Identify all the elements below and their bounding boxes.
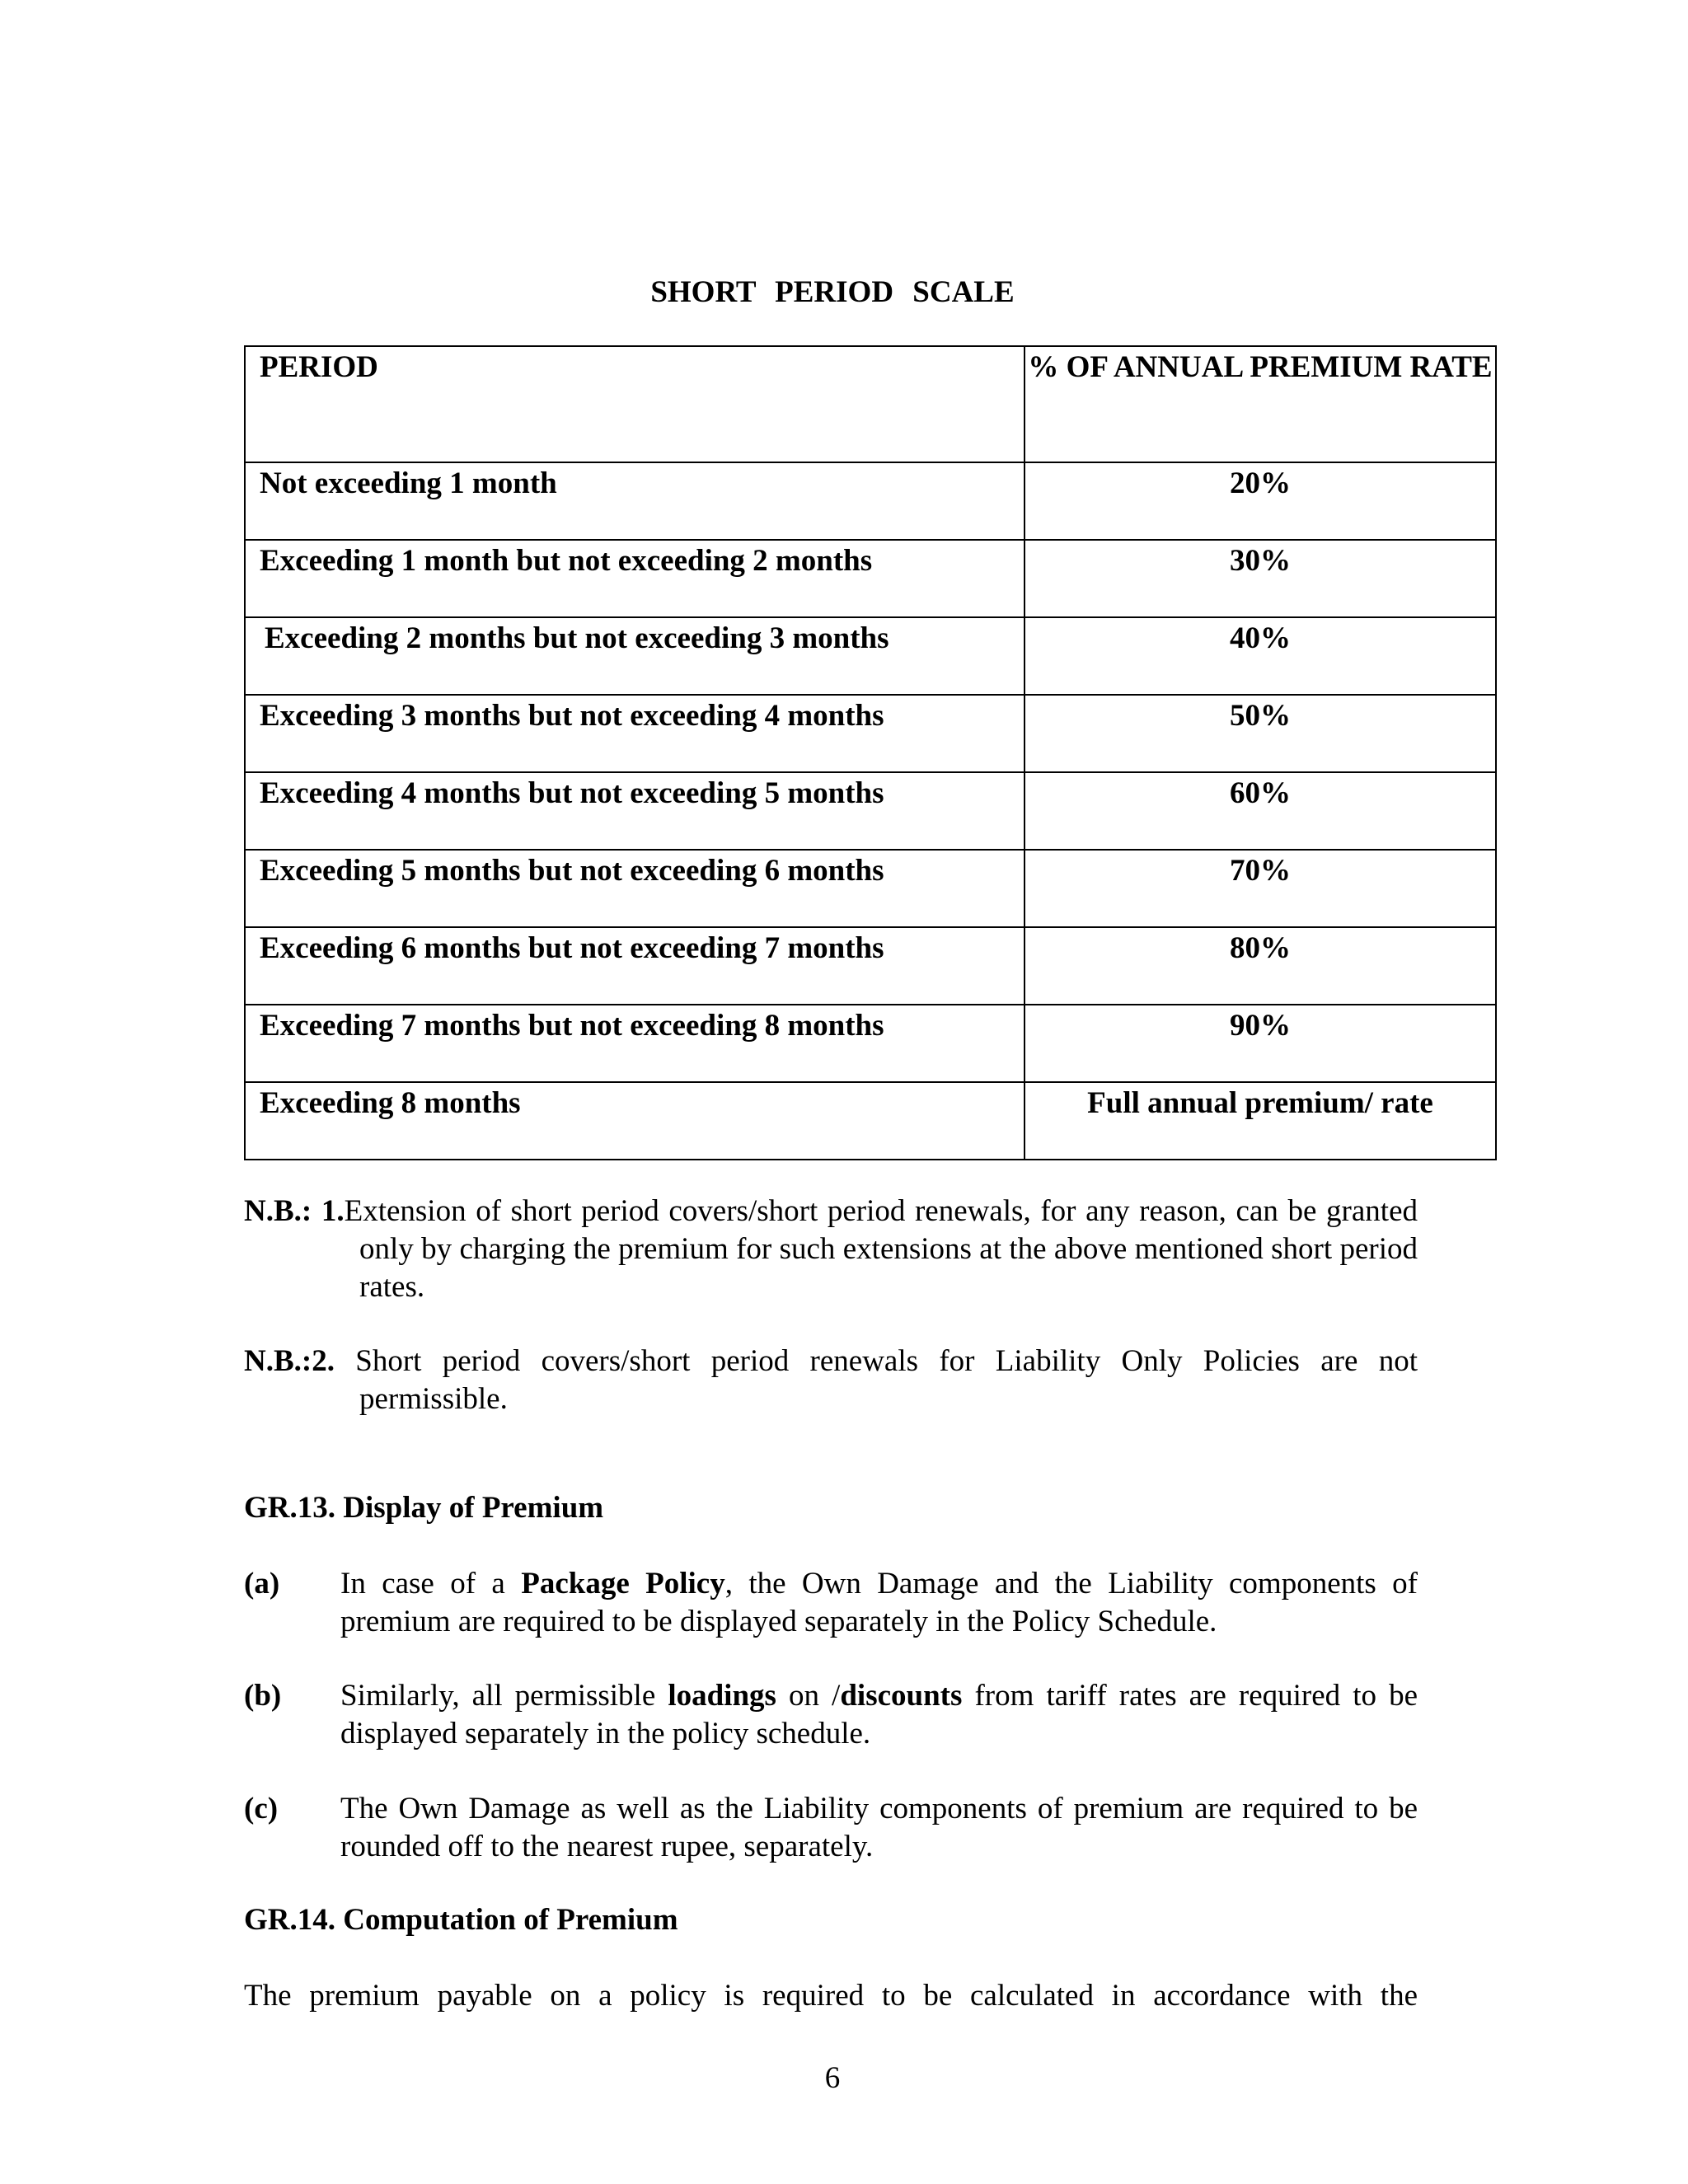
paragraph-gr14: The premium payable on a policy is required to be calculated in accordance with the [244,1979,1418,2013]
note-text: Short period covers/short period renewals for Liability Only Policies are not permissible. [334,1344,1418,1416]
row-period: Exceeding 7 months but not exceeding 8 months [245,1005,1025,1082]
table-row [245,462,1496,540]
table-row [245,1005,1496,1082]
table-row [245,850,1496,927]
row-period: Not exceeding 1 month [245,462,1025,540]
table-row [245,772,1496,850]
list-marker: (b) [244,1679,282,1713]
row-period-text: Exceeding 2 months but not exceeding 3 months [265,621,889,655]
section-heading-gr14: GR.14. Computation of Premium [244,1903,678,1937]
row-period: Exceeding 8 months [245,1082,1025,1160]
short-period-scale-table [244,345,1497,1160]
list-marker: (c) [244,1792,279,1825]
note-label: N.B.:2. [244,1344,335,1378]
row-period: Exceeding 5 months but not exceeding 6 months [245,850,1025,927]
table-row [245,695,1496,772]
table-row [245,1082,1496,1160]
page-title: SHORT PERIOD SCALE [650,275,1015,309]
row-percent: 60% [1025,772,1496,850]
row-percent: 50% [1025,695,1496,772]
note-label: N.B.: 1. [244,1194,345,1228]
table-row [245,617,1496,695]
note-text: Extension of short period covers/short period renewals, for any reason, can be granted only by charging the premium for such extensions at the above mentioned short period rates. [344,1194,1418,1304]
header-period: PERIOD [245,346,1025,462]
bold-term: discounts [840,1679,963,1713]
table-header-row [245,346,1496,462]
list-item: (a) In case of a Package Policy, the Own Damage and the Liability components of premium are required to be displayed separately in the Policy Schedule. [244,1567,1418,1638]
bold-term: loadings [668,1679,776,1713]
row-percent: 70% [1025,850,1496,927]
bold-term: Package Policy [521,1567,725,1601]
header-percent: % OF ANNUAL PREMIUM RATE [1025,346,1496,462]
section-heading-gr13: GR.13. Display of Premium [244,1491,604,1525]
row-percent: 30% [1025,540,1496,617]
list-item: (c) The Own Damage as well as the Liability components of premium are required to be rounded off to the nearest rupee, separately. [244,1792,1418,1863]
row-period: Exceeding 3 months but not exceeding 4 months [245,695,1025,772]
page-number: 6 [824,2061,841,2095]
row-percent: 90% [1025,1005,1496,1082]
table-row [245,540,1496,617]
list-item: (b) Similarly, all permissible loadings on /discounts from tariff rates are required to be displayed separately in the policy schedule. [244,1679,1418,1750]
note-1 [244,1193,1418,1306]
row-period [245,617,1025,695]
row-period: Exceeding 1 month but not exceeding 2 months [245,540,1025,617]
note-2 [244,1343,1418,1418]
row-period: Exceeding 4 months but not exceeding 5 months [245,772,1025,850]
row-period: Exceeding 6 months but not exceeding 7 months [245,927,1025,1005]
row-percent: 80% [1025,927,1496,1005]
row-percent: Full annual premium/ rate [1025,1082,1496,1160]
row-percent: 20% [1025,462,1496,540]
row-percent: 40% [1025,617,1496,695]
list-marker: (a) [244,1567,280,1601]
table-row [245,927,1496,1005]
